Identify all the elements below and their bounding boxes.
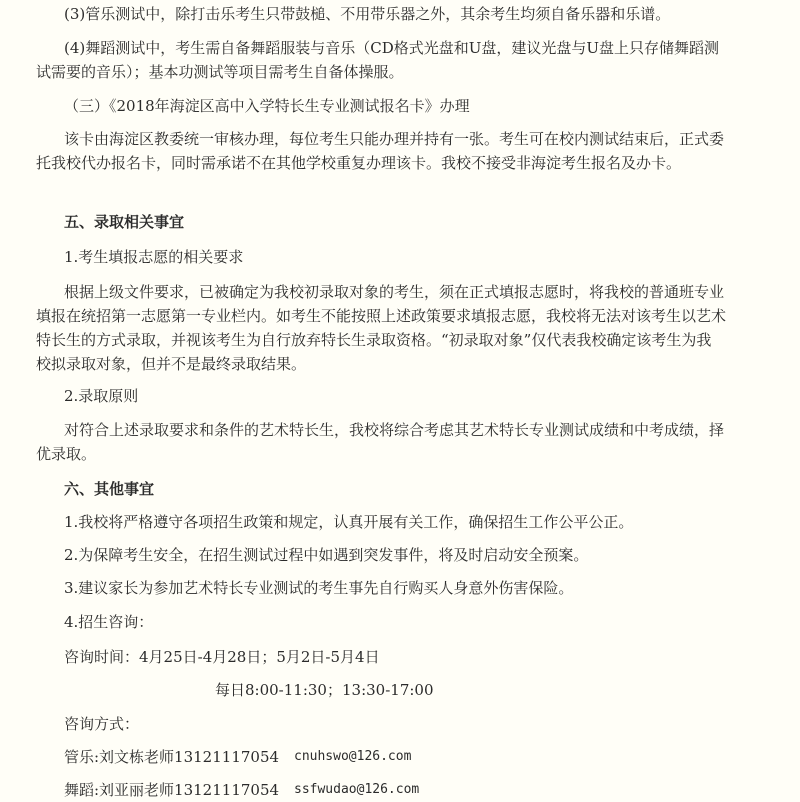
sub-2-body: 对符合上述录取要求和条件的艺术特长生，我校将综合考虑其艺术特长专业测试成绩和中考成绩，择优录取。	[36, 421, 725, 463]
section-5-title: 五、录取相关事宜	[64, 213, 185, 231]
sub-2-title: 2.录取原则	[64, 387, 139, 405]
consult-time: 咨询时间：4月25日-4月28日；5月2日-5月4日	[64, 648, 380, 666]
other-item-4: 4.招生咨询：	[64, 613, 154, 631]
contact-dance-email[interactable]: ssfwudao@126.com	[294, 782, 420, 797]
item-4-dance: (4)舞蹈测试中，考生需自备舞蹈服装与音乐（CD格式光盘和U盘，建议光盘与U盘上只存储舞蹈测试需要的音乐）；基本功测试等项目需考生自备体操服。	[36, 39, 720, 81]
section-6-title: 六、其他事宜	[64, 480, 155, 498]
sub-1-title: 1.考生填报志愿的相关要求	[64, 248, 244, 266]
sub-1-body: 根据上级文件要求，已被确定为我校初录取对象的考生，须在正式填报志愿时，将我校的普通班专业填报在统招第一志愿第一专业栏内。如考生不能按照上述政策要求填报志愿，我校将无法对该考生以艺术特长生的方式录取，并视该考生为自行放弃特长生录取资格。“初录取对象”仅代表我校确定该考生为我校拟录取对象，但并不是最终录取结果。	[36, 283, 727, 373]
section-3-body: 该卡由海淀区教委统一审核办理，每位考生只能办理并持有一张。考生可在校内测试结束后，正式委托我校代办报名卡，同时需承诺不在其他学校重复办理该卡。我校不接受非海淀考生报名及办卡。	[36, 130, 725, 172]
contact-wind: 管乐:刘文栋老师13121117054	[64, 748, 280, 766]
other-item-2: 2.为保障考生安全，在招生测试过程中如遇到突发事件，将及时启动安全预案。	[64, 546, 589, 564]
contact-dance: 舞蹈:刘亚丽老师13121117054	[64, 781, 280, 799]
other-item-1: 1.我校将严格遵守各项招生政策和规定，认真开展有关工作，确保招生工作公平公正。	[64, 513, 634, 531]
consult-method: 咨询方式：	[64, 715, 140, 733]
consult-daily-hours: 每日8:00-11:30；13:30-17:00	[215, 681, 434, 699]
item-3-instrumental: (3)管乐测试中，除打击乐考生只带鼓槌、不用带乐器之外，其余考生均须自备乐器和乐谱。	[64, 5, 671, 23]
contact-wind-email[interactable]: cnuhswo@126.com	[294, 749, 412, 764]
section-3-title: （三）《2018年海淀区高中入学特长生专业测试报名卡》办理	[64, 97, 470, 115]
other-item-3: 3.建议家长为参加艺术特长专业测试的考生事先自行购买人身意外伤害保险。	[64, 579, 574, 597]
